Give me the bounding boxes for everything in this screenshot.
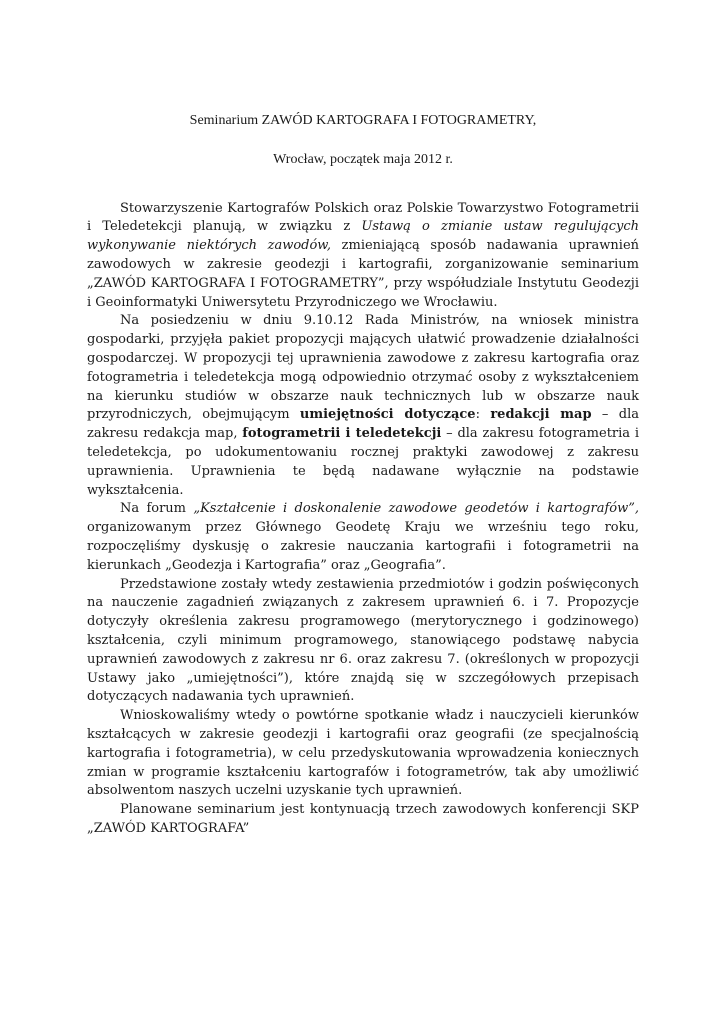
document-page [87, 112, 639, 839]
document-title: Seminarium ZAWÓD KARTOGRAFA I FOTOGRAMETRY, [189, 113, 537, 128]
paragraph-2-text-a: Na posiedzeniu w dniu 9.10.12 Rada Ministrów, na wniosek ministra gospodarki, przyjęła pakiet propozycji mających ułatwić prowadzenie działalności gospodarczej. W propozycji tej uprawnienia zawodowe z zakresu kartografia oraz fotogrametria i teledetekcja mogą odpowiednio otrzymać osoby z wykształceniem na kierunku studiów w obszarze nauk technicznych lub w obszarze nauk przyrodniczych, obejmującym [87, 313, 639, 423]
paragraph-1-text-a: Stowarzyszenie Kartografów Polskich oraz Polskie Towarzystwo Fotogrametrii i Teledetekcji planują, w związku z [87, 200, 639, 235]
paragraph-4: Przedstawione zostały wtedy zestawienia przedmiotów i godzin poświęconych na nauczenie zagadnień związanych z zakresem uprawnień 6. i 7. Propozycje dotyczyły określenia zakresu programowego (merytorycznego i godzinowego) kształcenia, czyli minimum programowego, stanowiącego podstawę nabycia uprawnień zawodowych z zakresu nr 6. oraz zakresu 7. (określonych w propozycji Ustawy jako „umiejętności”), które znajdą się w szczegółowych przepisach dotyczących nadawania tych uprawnień. [87, 576, 639, 705]
paragraph-3-text-c: organizowanym przez Głównego Geodetę Kraju we wrześniu tego roku, rozpoczęliśmy dyskusję o zakresie nauczania kartografii i fotogrametrii na kierunkach „Geodezja i Kartografia” oraz „Geografia”. [87, 520, 639, 573]
paragraph-2-bold-map-editing: redakcji map [490, 407, 592, 423]
paragraph-3-forum-title: „Kształcenie i doskonalenie zawodowe geodetów i kartografów”, [193, 501, 639, 517]
paragraph-2-bold-photogrammetry: fotogrametrii i teledetekcji [242, 426, 442, 442]
paragraph-2 [87, 312, 639, 500]
paragraph-2-text-c: : [475, 407, 491, 423]
paragraph-5: Wnioskowaliśmy wtedy o powtórne spotkanie władz i nauczycieli kierunków kształcących w zakresie geodezji i kartografii oraz geografii (ze specjalnością kartografia i fotogrametria), w celu przedyskutowania wprowadzenia koniecznych zmian w programie kształceniu kartografów i fotogrametrów, tak aby umożliwić absolwentom naszych uczelni uzyskanie tych uprawnień. [87, 708, 639, 799]
paragraph-1 [87, 200, 639, 313]
paragraph-3-text-a: Na forum [120, 501, 194, 517]
paragraph-6: Planowane seminarium jest kontynuacją trzech zawodowych konferencji SKP „ZAWÓD KARTOGRAFA” [87, 802, 639, 836]
paragraph-1-text-c: zmieniającą sposób nadawania uprawnień zawodowych w zakresie geodezji i kartografii, zorganizowanie seminarium „ZAWÓD KARTOGRAFA I FOTOGRAMETRY”, przy współudziale Instytutu Geodezji i Geoinformatyki Uniwersytetu Przyrodniczego we Wrocławiu. [87, 238, 640, 310]
paragraph-1-act-title: Ustawą o zmianie ustaw regulujących wykonywanie niektórych zawodów, [87, 219, 639, 254]
paragraph-2-text-e: – dla zakresu redakcja map, [87, 407, 639, 442]
paragraph-2-text-g: – dla zakresu fotogrametria i teledetekcja, po udokumentowaniu rocznej praktyki zawodowej z zakresu uprawnienia. Uprawnienia te będą nadawane wyłącznie na podstawie wykształcenia. [87, 426, 640, 498]
paragraph-2-bold-skills: umiejętności dotyczące [299, 407, 476, 423]
paragraph-3 [87, 500, 639, 575]
document-place-date: Wrocław, początek maja 2012 r. [273, 151, 453, 167]
